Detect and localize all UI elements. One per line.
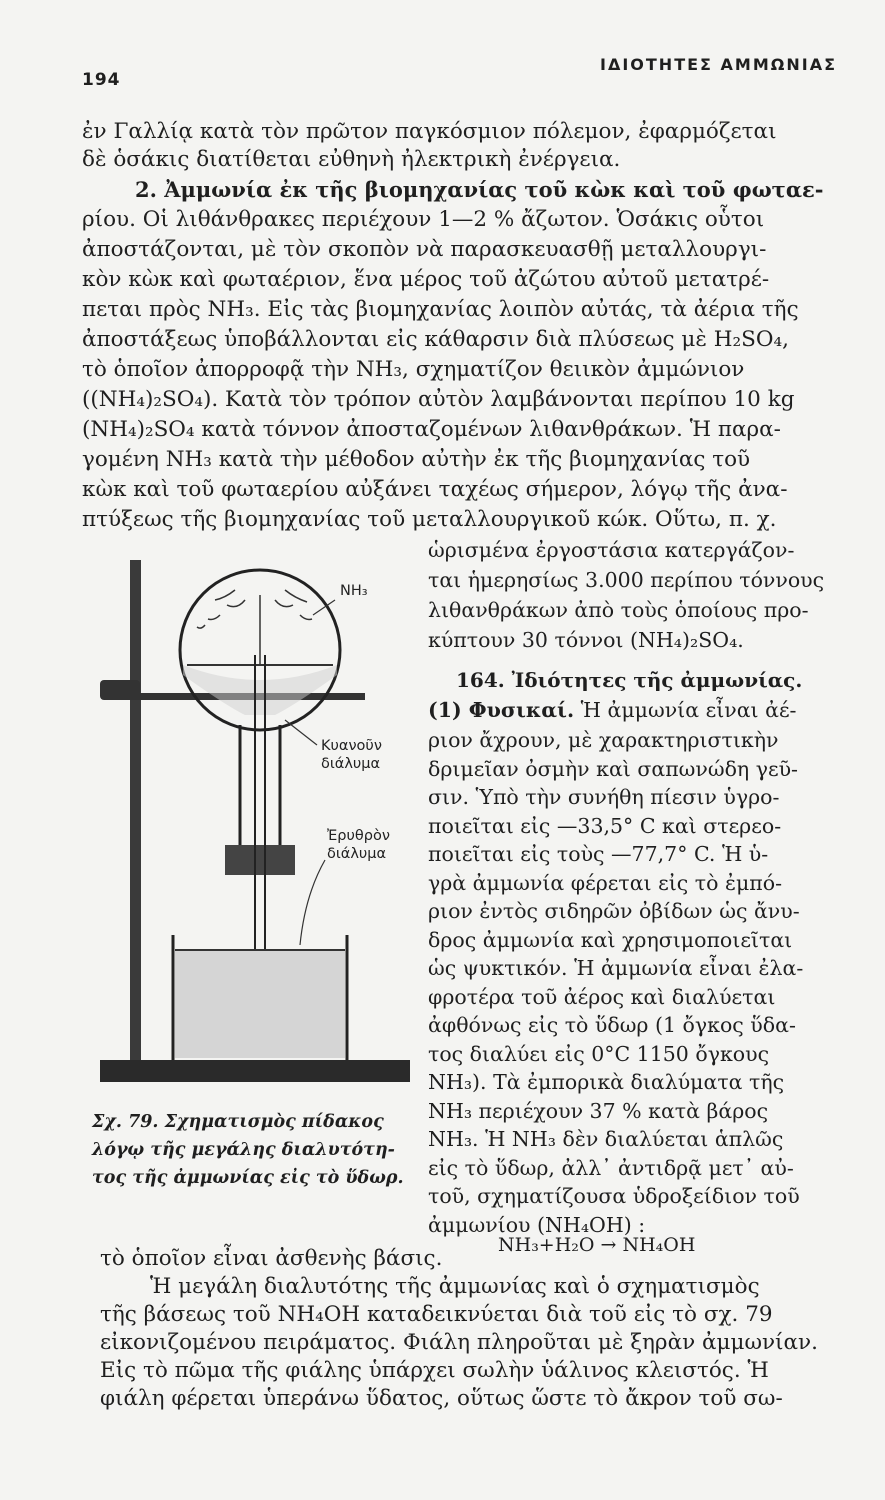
fountain-jet <box>197 590 312 665</box>
text-line: τοῦ, σχηματίζουσα ὑδροξείδιον τοῦ <box>428 1184 800 1208</box>
label-blue-solution: Κυανοῦν <box>321 738 382 754</box>
text-line: τῆς βάσεως τοῦ NH₄OH καταδεικνύεται διὰ τοῦ εἰς τὸ σχ. 79 <box>100 1302 773 1327</box>
text-line: ται ἡμερησίως 3.000 περίπου τόννους <box>428 568 825 592</box>
text-line: ριον ἐντὸς σιδηρῶν ὀβίδων ὡς ἄνυ- <box>428 899 800 923</box>
text-line: φιάλη φέρεται ὑπεράνω ὕδατος, οὕτως ὥστε τὸ ἄκρον τοῦ σω- <box>100 1386 783 1411</box>
text-line: δριμεῖαν ὀσμὴν καὶ σαπωνώδη γεῦ- <box>428 756 798 781</box>
text-line: δὲ ὁσάκις διατίθεται εὐθηνὴ ἠλεκτρικὴ ἐνέργεια. <box>82 147 621 172</box>
text-line: ἐν Γαλλίᾳ κατὰ τὸν πρῶτον παγκόσμιον πόλεμον, ἐφαρμόζεται <box>82 119 777 144</box>
text-line: εἰκονιζομένου πειράματος. Φιάλη πληροῦται μὲ ξηρὰν ἀμμωνίαν. <box>100 1330 818 1355</box>
section-title: 2. Ἀμμωνία ἐκ τῆς βιομηχανίας τοῦ κὼκ καὶ τοῦ φωταε- <box>135 177 824 202</box>
section-164-title: 164. Ἰδιότητες τῆς ἀμμωνίας. <box>456 668 803 692</box>
figure-caption-line: λόγῳ τῆς μεγάλης διαλυτότη- <box>92 1140 395 1160</box>
figure-caption-line: Σχ. 79. Σχηματισμὸς πίδακος <box>92 1112 384 1132</box>
text-line: ριον ἄχρουν, μὲ χαρακτηριστικὴν <box>428 728 779 752</box>
text-line: τὸ ὁποῖον ἀπορροφᾷ τὴν NH₃, σχηματίζον θειικὸν ἀμμώνιον <box>82 357 745 382</box>
figure-fountain-experiment <box>95 555 420 1095</box>
clamp-screw <box>100 680 140 700</box>
label-red-solution-2: διάλυμα <box>327 846 387 862</box>
text-line: (NH₄)₂SO₄ κατὰ τόννον ἀποσταζομένων λιθανθράκων. Ἡ παρα- <box>82 417 781 442</box>
equation: NH₃+H₂O → NH₄OH <box>498 1234 696 1256</box>
text-line: φροτέρα τοῦ ἀέρος καὶ διαλύεται <box>428 984 776 1009</box>
text-line: δρος ἀμμωνία καὶ χρησιμοποιεῖται <box>428 927 793 952</box>
text-line: NH₃. Ἡ NH₃ δὲν διαλύεται ἁπλῶς <box>428 1127 784 1151</box>
text-line: ἀφθόνως εἰς τὸ ὕδωρ (1 ὄγκος ὕδα- <box>428 1013 796 1037</box>
label-red-solution: Ἐρυθρὸν <box>327 828 390 844</box>
text-line: εἰς τὸ ὕδωρ, ἀλλ᾽ ἀντιδρᾷ μετ᾽ αὐ- <box>428 1155 794 1180</box>
text-line: ((NH₄)₂SO₄). Κατὰ τὸν τρόπον αὐτὸν λαμβάνονται περίπου 10 kg <box>82 387 795 412</box>
text-line: ἀποστάζονται, μὲ τὸν σκοπὸν νὰ παρασκευασθῇ μεταλλουργι- <box>82 237 767 262</box>
label-blue-solution-2: διάλυμα <box>321 756 381 772</box>
page-number: 194 <box>82 70 121 90</box>
text-line: τος διαλύει εἰς 0°C 1150 ὄγκους <box>428 1041 770 1066</box>
stand-base <box>100 1060 410 1082</box>
text-line: τὸ ὁποῖον εἶναι ἀσθενὴς βάσις. <box>100 1246 443 1271</box>
stand-rod <box>130 560 141 1060</box>
text-line: ἀποστάξεως ὑποβάλλονται εἰς κάθαρσιν διὰ πλύσεως μὲ H₂SO₄, <box>82 327 789 352</box>
text-line: NH₃ περιέχουν 37 % κατὰ βάρος <box>428 1098 769 1123</box>
text-line: λιθανθράκων ἀπὸ τοὺς ὁποίους προ- <box>428 598 809 622</box>
running-title: ΙΔΙΟΤΗΤΕΣ ΑΜΜΩΝΙΑΣ <box>600 55 838 74</box>
text-line: ρίου. Οἱ λιθάνθρακες περιέχουν 1—2 % ἄζωτον. Ὁσάκις οὗτοι <box>82 207 765 232</box>
text-line: πτύξεως τῆς βιομηχανίας τοῦ μεταλλουργικοῦ κώκ. Οὕτω, π. χ. <box>82 507 777 532</box>
flask-neck <box>240 725 280 845</box>
text-line: κὸν κὼκ καὶ φωταέριον, ἕνα μέρος τοῦ ἀζώτου αὐτοῦ μετατρέ- <box>82 267 770 292</box>
text-line: κύπτουν 30 τόννοι (NH₄)₂SO₄. <box>428 628 744 652</box>
beaker-water <box>175 950 345 1058</box>
text-line: NH₃). Τὰ ἐμπορικὰ διαλύματα τῆς <box>428 1070 785 1094</box>
text-line: ποιεῖται εἰς —33,5° C καὶ στερεο- <box>428 813 782 838</box>
figure-caption-line: τος τῆς ἀμμωνίας εἰς τὸ ὕδωρ. <box>92 1168 404 1188</box>
stopper <box>225 845 295 875</box>
text-line: ἀμμωνίου (NH₄OH) : <box>428 1212 646 1237</box>
text-line: Εἰς τὸ πῶμα τῆς φιάλης ὑπάρχει σωλὴν ὑάλινος κλειστός. Ἡ <box>100 1358 769 1383</box>
text-line: Ἡ μεγάλη διαλυτότης τῆς ἀμμωνίας καὶ ὁ σχηματισμὸς <box>150 1274 760 1299</box>
physical-title: (1) Φυσικαί. <box>428 698 575 722</box>
text-line: Ἡ ἀμμωνία εἶναι ἀέ- <box>580 698 797 722</box>
text-line: γρὰ ἀμμωνία φέρεται εἰς τὸ ἐμπό- <box>428 870 783 895</box>
label-nh3: NH₃ <box>340 583 368 599</box>
text-line: ποιεῖται εἰς τοὺς —77,7° C. Ἡ ὑ- <box>428 842 769 866</box>
text-line: γομένη NH₃ κατὰ τὴν μέθοδον αὐτὴν ἐκ τῆς βιομηχανίας τοῦ <box>82 447 751 472</box>
text-line: σιν. Ὑπὸ τὴν συνήθη πίεσιν ὑγρο- <box>428 785 780 809</box>
text-line: ὡς ψυκτικόν. Ἡ ἀμμωνία εἶναι ἐλα- <box>428 956 804 980</box>
text-line: πεται πρὸς NH₃. Εἰς τὰς βιομηχανίας λοιπὸν αὐτάς, τὰ ἀέρια τῆς <box>82 297 799 322</box>
text-line: ὡρισμένα ἐργοστάσια κατεργάζον- <box>428 538 795 562</box>
text-line: κὼκ καὶ τοῦ φωταερίου αὐξάνει ταχέως σήμερον, λόγῳ τῆς ἀνα- <box>82 477 788 502</box>
